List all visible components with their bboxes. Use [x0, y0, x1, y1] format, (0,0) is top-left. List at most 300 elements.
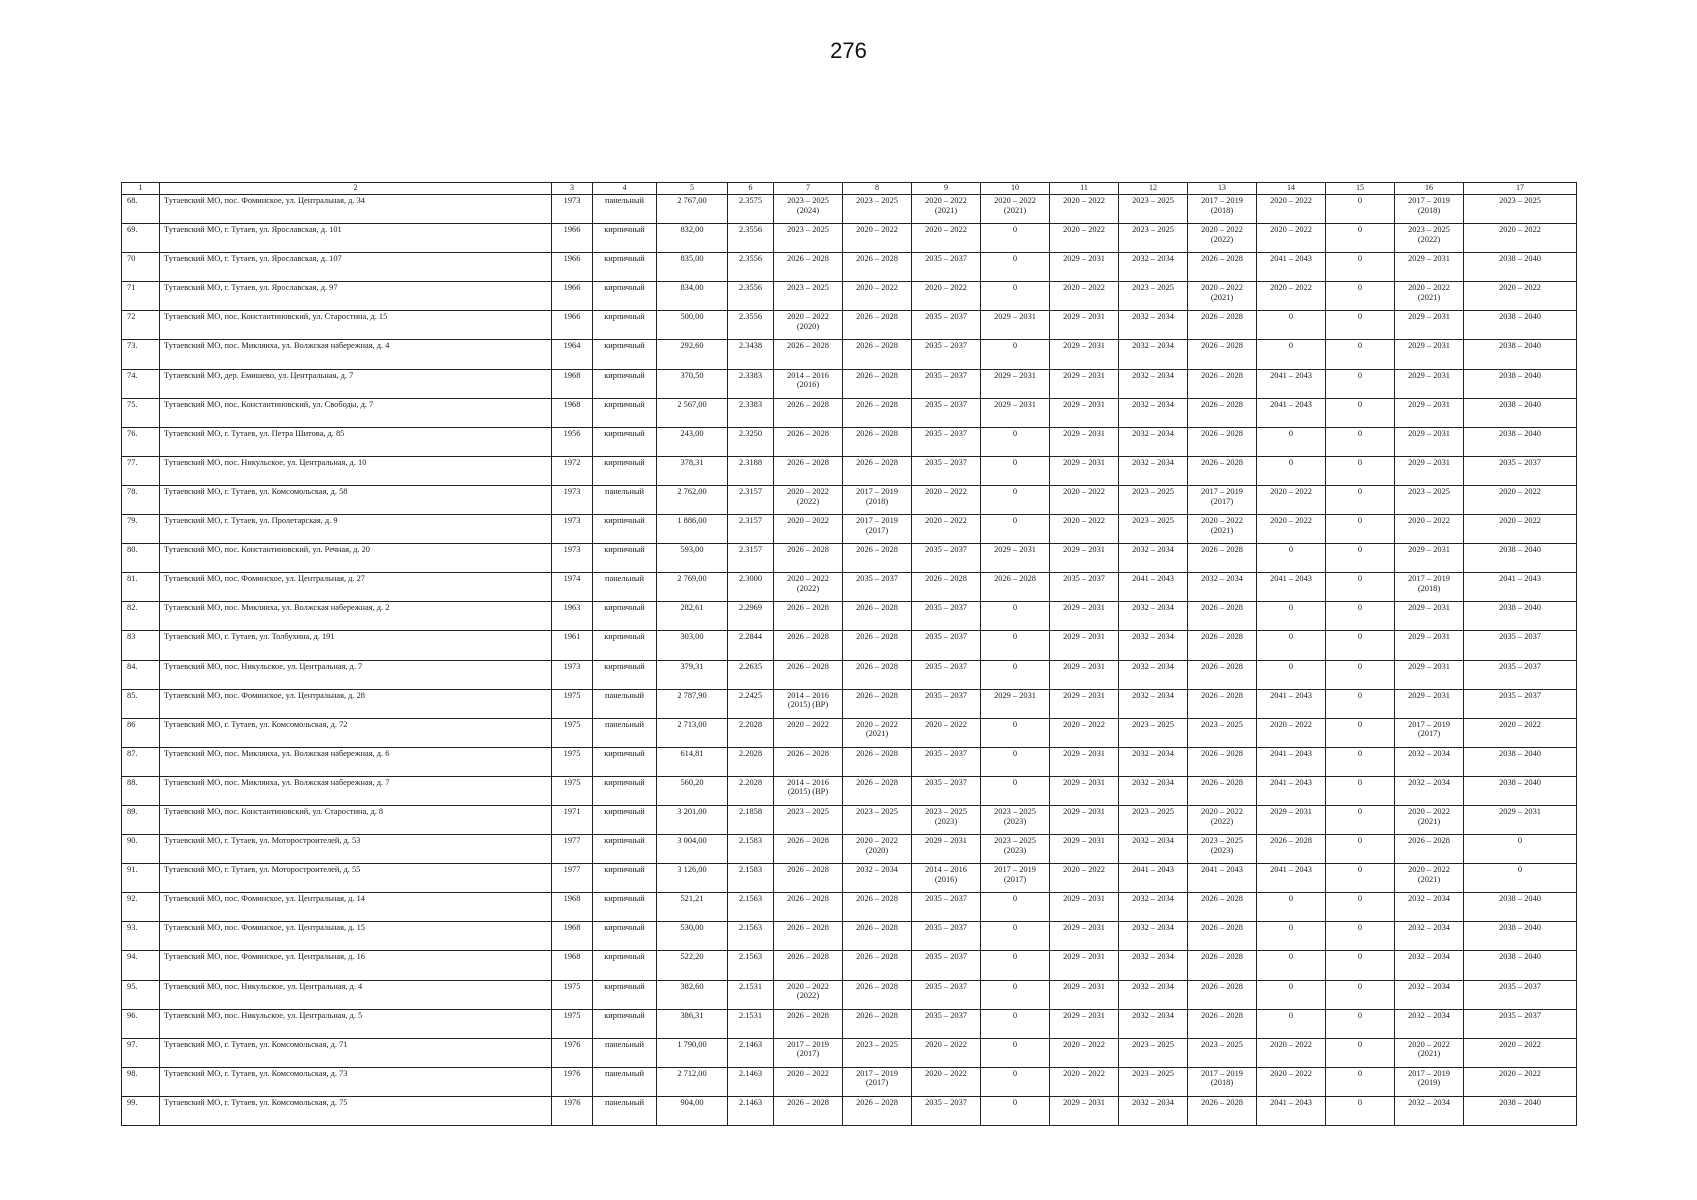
period-col-10-cell: 0 [981, 922, 1050, 951]
period-col-16-cell: 2032 – 2034 [1395, 1096, 1464, 1125]
period-col-16-cell: 2029 – 2031 [1395, 427, 1464, 456]
period-col-8-cell: 2026 – 2028 [843, 340, 912, 369]
priority-index-cell: 2.2425 [728, 689, 774, 718]
period-col-13-cell: 2026 – 2028 [1188, 311, 1257, 340]
period-col-7-cell: 2023 – 2025 (2024) [774, 195, 843, 224]
period-col-8-cell: 2023 – 2025 [843, 195, 912, 224]
period-col-8-cell: 2026 – 2028 [843, 631, 912, 660]
area-cell: 378,31 [657, 456, 728, 485]
row-number-cell: 92. [122, 893, 160, 922]
period-col-15-cell: 0 [1326, 776, 1395, 805]
build-year-cell: 1968 [552, 951, 593, 980]
period-col-7-cell: 2023 – 2025 [774, 805, 843, 834]
period-col-8-cell: 2026 – 2028 [843, 311, 912, 340]
period-col-10-cell: 0 [981, 893, 1050, 922]
priority-index-cell: 2.3000 [728, 573, 774, 602]
period-col-15-cell: 0 [1326, 980, 1395, 1009]
wall-material-cell: кирпичный [593, 951, 657, 980]
period-col-7-cell: 2026 – 2028 [774, 922, 843, 951]
period-col-12-cell: 2032 – 2034 [1119, 660, 1188, 689]
period-col-17-cell: 2038 – 2040 [1464, 776, 1577, 805]
address-cell: Тутаевский МО, пос. Константиновский, ул. Свободы, д. 7 [160, 398, 552, 427]
period-col-10-cell: 0 [981, 224, 1050, 253]
period-col-15-cell: 0 [1326, 805, 1395, 834]
address-cell: Тутаевский МО, г. Тутаев, ул. Пролетарская, д. 9 [160, 515, 552, 544]
period-col-10-cell: 0 [981, 1096, 1050, 1125]
period-col-10-cell: 2029 – 2031 [981, 311, 1050, 340]
build-year-cell: 1966 [552, 311, 593, 340]
table-row [122, 1009, 1577, 1038]
period-col-11-cell: 2020 – 2022 [1050, 718, 1119, 747]
period-col-12-cell: 2023 – 2025 [1119, 805, 1188, 834]
column-number-cell: 7 [774, 183, 843, 195]
wall-material-cell: панельный [593, 1067, 657, 1096]
period-col-16-cell: 2032 – 2034 [1395, 893, 1464, 922]
period-col-9-cell: 2020 – 2022 [912, 515, 981, 544]
period-col-15-cell: 0 [1326, 1038, 1395, 1067]
period-col-10-cell: 2017 – 2019 (2017) [981, 864, 1050, 893]
table-row [122, 282, 1577, 311]
period-col-15-cell: 0 [1326, 195, 1395, 224]
wall-material-cell: кирпичный [593, 340, 657, 369]
table-row [122, 485, 1577, 514]
period-col-10-cell: 2023 – 2025 (2023) [981, 805, 1050, 834]
period-col-7-cell: 2023 – 2025 [774, 224, 843, 253]
priority-index-cell: 2.2028 [728, 776, 774, 805]
row-number-cell: 85. [122, 689, 160, 718]
period-col-9-cell: 2035 – 2037 [912, 427, 981, 456]
address-cell: Тутаевский МО, г. Тутаев, ул. Моторостроителей, д. 53 [160, 835, 552, 864]
period-col-9-cell: 2035 – 2037 [912, 660, 981, 689]
period-col-12-cell: 2023 – 2025 [1119, 515, 1188, 544]
period-col-14-cell: 0 [1257, 602, 1326, 631]
period-col-14-cell: 0 [1257, 1009, 1326, 1038]
row-number-cell: 91. [122, 864, 160, 893]
wall-material-cell: панельный [593, 573, 657, 602]
period-col-14-cell: 0 [1257, 980, 1326, 1009]
period-col-13-cell: 2026 – 2028 [1188, 602, 1257, 631]
column-number-cell: 17 [1464, 183, 1577, 195]
period-col-9-cell: 2035 – 2037 [912, 980, 981, 1009]
period-col-12-cell: 2032 – 2034 [1119, 922, 1188, 951]
period-col-11-cell: 2029 – 2031 [1050, 253, 1119, 282]
period-col-13-cell: 2023 – 2025 [1188, 1038, 1257, 1067]
period-col-16-cell: 2029 – 2031 [1395, 544, 1464, 573]
row-number-cell: 78. [122, 485, 160, 514]
period-col-14-cell: 2041 – 2043 [1257, 253, 1326, 282]
period-col-13-cell: 2026 – 2028 [1188, 1009, 1257, 1038]
column-number-cell: 12 [1119, 183, 1188, 195]
area-cell: 835,00 [657, 253, 728, 282]
period-col-15-cell: 0 [1326, 747, 1395, 776]
table-row [122, 951, 1577, 980]
area-cell: 521,21 [657, 893, 728, 922]
period-col-11-cell: 2020 – 2022 [1050, 1038, 1119, 1067]
row-number-cell: 89. [122, 805, 160, 834]
period-col-9-cell: 2020 – 2022 [912, 485, 981, 514]
period-col-13-cell: 2026 – 2028 [1188, 776, 1257, 805]
column-number-cell: 15 [1326, 183, 1395, 195]
period-col-14-cell: 2041 – 2043 [1257, 776, 1326, 805]
period-col-13-cell: 2026 – 2028 [1188, 1096, 1257, 1125]
area-cell: 560,20 [657, 776, 728, 805]
period-col-12-cell: 2041 – 2043 [1119, 573, 1188, 602]
column-number-cell: 16 [1395, 183, 1464, 195]
address-cell: Тутаевский МО, г. Тутаев, ул. Ярославская, д. 101 [160, 224, 552, 253]
table-row [122, 253, 1577, 282]
period-col-15-cell: 0 [1326, 631, 1395, 660]
period-col-12-cell: 2023 – 2025 [1119, 224, 1188, 253]
period-col-17-cell: 2029 – 2031 [1464, 805, 1577, 834]
period-col-12-cell: 2032 – 2034 [1119, 427, 1188, 456]
period-col-11-cell: 2029 – 2031 [1050, 340, 1119, 369]
build-year-cell: 1968 [552, 922, 593, 951]
area-cell: 379,31 [657, 660, 728, 689]
period-col-13-cell: 2020 – 2022 (2022) [1188, 224, 1257, 253]
period-col-11-cell: 2029 – 2031 [1050, 980, 1119, 1009]
column-number-cell: 1 [122, 183, 160, 195]
period-col-7-cell: 2026 – 2028 [774, 660, 843, 689]
table-row [122, 922, 1577, 951]
period-col-15-cell: 0 [1326, 893, 1395, 922]
period-col-17-cell: 2038 – 2040 [1464, 369, 1577, 398]
period-col-11-cell: 2029 – 2031 [1050, 922, 1119, 951]
period-col-11-cell: 2020 – 2022 [1050, 864, 1119, 893]
housing-register-table [121, 182, 1577, 1126]
period-col-13-cell: 2026 – 2028 [1188, 951, 1257, 980]
period-col-17-cell: 2041 – 2043 [1464, 573, 1577, 602]
period-col-10-cell: 0 [981, 253, 1050, 282]
period-col-16-cell: 2029 – 2031 [1395, 456, 1464, 485]
period-col-13-cell: 2026 – 2028 [1188, 427, 1257, 456]
address-cell: Тутаевский МО, г. Тутаев, ул. Толбухина, д. 191 [160, 631, 552, 660]
wall-material-cell: кирпичный [593, 922, 657, 951]
period-col-13-cell: 2026 – 2028 [1188, 398, 1257, 427]
period-col-10-cell: 0 [981, 427, 1050, 456]
period-col-11-cell: 2029 – 2031 [1050, 602, 1119, 631]
period-col-7-cell: 2014 – 2016 (2015) (ВР) [774, 689, 843, 718]
period-col-9-cell: 2035 – 2037 [912, 1009, 981, 1038]
address-cell: Тутаевский МО, г. Тутаев, ул. Петра Шитова, д. 85 [160, 427, 552, 456]
build-year-cell: 1975 [552, 718, 593, 747]
period-col-15-cell: 0 [1326, 1096, 1395, 1125]
priority-index-cell: 2.1563 [728, 951, 774, 980]
period-col-12-cell: 2032 – 2034 [1119, 253, 1188, 282]
build-year-cell: 1977 [552, 864, 593, 893]
period-col-17-cell: 2038 – 2040 [1464, 922, 1577, 951]
column-number-cell: 8 [843, 183, 912, 195]
period-col-8-cell: 2026 – 2028 [843, 980, 912, 1009]
column-number-cell: 14 [1257, 183, 1326, 195]
address-cell: Тутаевский МО, дер. Емишево, ул. Центральная, д. 7 [160, 369, 552, 398]
column-number-cell: 11 [1050, 183, 1119, 195]
table-row [122, 631, 1577, 660]
build-year-cell: 1971 [552, 805, 593, 834]
period-col-11-cell: 2029 – 2031 [1050, 1096, 1119, 1125]
build-year-cell: 1975 [552, 689, 593, 718]
period-col-16-cell: 2020 – 2022 [1395, 515, 1464, 544]
period-col-17-cell: 2038 – 2040 [1464, 1096, 1577, 1125]
period-col-13-cell: 2026 – 2028 [1188, 544, 1257, 573]
row-number-cell: 95. [122, 980, 160, 1009]
period-col-11-cell: 2020 – 2022 [1050, 1067, 1119, 1096]
address-cell: Тутаевский МО, пос. Никульское, ул. Центральная, д. 5 [160, 1009, 552, 1038]
table-row [122, 864, 1577, 893]
period-col-9-cell: 2014 – 2016 (2016) [912, 864, 981, 893]
period-col-15-cell: 0 [1326, 253, 1395, 282]
period-col-16-cell: 2017 – 2019 (2018) [1395, 573, 1464, 602]
period-col-8-cell: 2026 – 2028 [843, 544, 912, 573]
address-cell: Тутаевский МО, пос. Константиновский, ул. Старостина, д. 15 [160, 311, 552, 340]
row-number-cell: 84. [122, 660, 160, 689]
row-number-cell: 81. [122, 573, 160, 602]
area-cell: 282,61 [657, 602, 728, 631]
address-cell: Тутаевский МО, г. Тутаев, ул. Моторостроителей, д. 55 [160, 864, 552, 893]
period-col-12-cell: 2032 – 2034 [1119, 835, 1188, 864]
period-col-17-cell: 2020 – 2022 [1464, 485, 1577, 514]
period-col-14-cell: 2020 – 2022 [1257, 282, 1326, 311]
build-year-cell: 1966 [552, 253, 593, 282]
period-col-13-cell: 2017 – 2019 (2018) [1188, 195, 1257, 224]
row-number-cell: 75. [122, 398, 160, 427]
table-row [122, 835, 1577, 864]
area-cell: 2 767,00 [657, 195, 728, 224]
table-row [122, 515, 1577, 544]
period-col-14-cell: 0 [1257, 893, 1326, 922]
column-number-cell: 13 [1188, 183, 1257, 195]
period-col-12-cell: 2032 – 2034 [1119, 369, 1188, 398]
area-cell: 386,31 [657, 1009, 728, 1038]
priority-index-cell: 2.3157 [728, 485, 774, 514]
wall-material-cell: панельный [593, 485, 657, 514]
period-col-12-cell: 2041 – 2043 [1119, 864, 1188, 893]
period-col-13-cell: 2026 – 2028 [1188, 631, 1257, 660]
period-col-15-cell: 0 [1326, 485, 1395, 514]
build-year-cell: 1966 [552, 282, 593, 311]
priority-index-cell: 2.1463 [728, 1038, 774, 1067]
wall-material-cell: панельный [593, 1096, 657, 1125]
wall-material-cell: кирпичный [593, 253, 657, 282]
table-row [122, 195, 1577, 224]
period-col-17-cell: 2020 – 2022 [1464, 224, 1577, 253]
area-cell: 2 769,00 [657, 573, 728, 602]
period-col-13-cell: 2026 – 2028 [1188, 893, 1257, 922]
period-col-8-cell: 2026 – 2028 [843, 253, 912, 282]
area-cell: 834,00 [657, 282, 728, 311]
column-number-cell: 5 [657, 183, 728, 195]
period-col-16-cell: 2032 – 2034 [1395, 747, 1464, 776]
address-cell: Тутаевский МО, пос. Микляиха, ул. Волжская набережная, д. 2 [160, 602, 552, 631]
period-col-17-cell: 2020 – 2022 [1464, 1038, 1577, 1067]
address-cell: Тутаевский МО, г. Тутаев, ул. Комсомольская, д. 58 [160, 485, 552, 514]
period-col-8-cell: 2026 – 2028 [843, 747, 912, 776]
period-col-16-cell: 2017 – 2019 (2019) [1395, 1067, 1464, 1096]
row-number-cell: 76. [122, 427, 160, 456]
period-col-10-cell: 2029 – 2031 [981, 398, 1050, 427]
period-col-14-cell: 2041 – 2043 [1257, 573, 1326, 602]
period-col-17-cell: 2038 – 2040 [1464, 951, 1577, 980]
period-col-11-cell: 2029 – 2031 [1050, 631, 1119, 660]
row-number-cell: 74. [122, 369, 160, 398]
period-col-11-cell: 2029 – 2031 [1050, 544, 1119, 573]
build-year-cell: 1976 [552, 1096, 593, 1125]
row-number-cell: 93. [122, 922, 160, 951]
period-col-14-cell: 0 [1257, 631, 1326, 660]
column-number-cell: 3 [552, 183, 593, 195]
priority-index-cell: 2.1583 [728, 864, 774, 893]
address-cell: Тутаевский МО, пос. Фоминское, ул. Центральная, д. 28 [160, 689, 552, 718]
period-col-13-cell: 2023 – 2025 (2023) [1188, 835, 1257, 864]
row-number-cell: 69. [122, 224, 160, 253]
address-cell: Тутаевский МО, пос. Фоминское, ул. Центральная, д. 16 [160, 951, 552, 980]
period-col-8-cell: 2026 – 2028 [843, 951, 912, 980]
period-col-15-cell: 0 [1326, 718, 1395, 747]
period-col-10-cell: 0 [981, 485, 1050, 514]
period-col-8-cell: 2026 – 2028 [843, 602, 912, 631]
period-col-7-cell: 2014 – 2016 (2015) (ВР) [774, 776, 843, 805]
row-number-cell: 86 [122, 718, 160, 747]
period-col-16-cell: 2020 – 2022 (2021) [1395, 1038, 1464, 1067]
period-col-17-cell: 2020 – 2022 [1464, 718, 1577, 747]
period-col-16-cell: 2032 – 2034 [1395, 951, 1464, 980]
period-col-15-cell: 0 [1326, 660, 1395, 689]
table-row [122, 776, 1577, 805]
priority-index-cell: 2.3250 [728, 427, 774, 456]
address-cell: Тутаевский МО, пос. Микляиха, ул. Волжская набережная, д. 7 [160, 776, 552, 805]
period-col-12-cell: 2032 – 2034 [1119, 893, 1188, 922]
period-col-12-cell: 2023 – 2025 [1119, 718, 1188, 747]
period-col-9-cell: 2035 – 2037 [912, 253, 981, 282]
period-col-13-cell: 2023 – 2025 [1188, 718, 1257, 747]
build-year-cell: 1975 [552, 776, 593, 805]
period-col-8-cell: 2026 – 2028 [843, 427, 912, 456]
row-number-cell: 97. [122, 1038, 160, 1067]
table-row [122, 980, 1577, 1009]
period-col-11-cell: 2020 – 2022 [1050, 195, 1119, 224]
period-col-8-cell: 2026 – 2028 [843, 1009, 912, 1038]
area-cell: 500,00 [657, 311, 728, 340]
row-number-cell: 77. [122, 456, 160, 485]
period-col-8-cell: 2026 – 2028 [843, 369, 912, 398]
period-col-16-cell: 2023 – 2025 [1395, 485, 1464, 514]
period-col-14-cell: 2041 – 2043 [1257, 689, 1326, 718]
period-col-12-cell: 2032 – 2034 [1119, 776, 1188, 805]
build-year-cell: 1968 [552, 398, 593, 427]
period-col-7-cell: 2020 – 2022 [774, 515, 843, 544]
period-col-10-cell: 0 [981, 747, 1050, 776]
period-col-7-cell: 2026 – 2028 [774, 747, 843, 776]
priority-index-cell: 2.1531 [728, 1009, 774, 1038]
period-col-15-cell: 0 [1326, 835, 1395, 864]
period-col-13-cell: 2026 – 2028 [1188, 253, 1257, 282]
period-col-16-cell: 2029 – 2031 [1395, 340, 1464, 369]
area-cell: 1 790,00 [657, 1038, 728, 1067]
build-year-cell: 1973 [552, 515, 593, 544]
period-col-15-cell: 0 [1326, 573, 1395, 602]
period-col-17-cell: 2038 – 2040 [1464, 747, 1577, 776]
period-col-11-cell: 2029 – 2031 [1050, 747, 1119, 776]
period-col-17-cell: 2020 – 2022 [1464, 515, 1577, 544]
column-number-cell: 10 [981, 183, 1050, 195]
period-col-15-cell: 0 [1326, 544, 1395, 573]
area-cell: 243,00 [657, 427, 728, 456]
table-row [122, 1067, 1577, 1096]
period-col-8-cell: 2020 – 2022 (2020) [843, 835, 912, 864]
period-col-15-cell: 0 [1326, 456, 1395, 485]
period-col-11-cell: 2029 – 2031 [1050, 398, 1119, 427]
row-number-cell: 82. [122, 602, 160, 631]
period-col-14-cell: 2041 – 2043 [1257, 1096, 1326, 1125]
period-col-12-cell: 2032 – 2034 [1119, 602, 1188, 631]
period-col-7-cell: 2026 – 2028 [774, 602, 843, 631]
period-col-15-cell: 0 [1326, 689, 1395, 718]
period-col-11-cell: 2029 – 2031 [1050, 456, 1119, 485]
build-year-cell: 1963 [552, 602, 593, 631]
wall-material-cell: панельный [593, 689, 657, 718]
period-col-17-cell: 2038 – 2040 [1464, 544, 1577, 573]
period-col-9-cell: 2035 – 2037 [912, 893, 981, 922]
period-col-8-cell: 2026 – 2028 [843, 456, 912, 485]
period-col-15-cell: 0 [1326, 1009, 1395, 1038]
priority-index-cell: 2.1858 [728, 805, 774, 834]
table-row [122, 805, 1577, 834]
priority-index-cell: 2.3556 [728, 253, 774, 282]
period-col-14-cell: 2020 – 2022 [1257, 718, 1326, 747]
period-col-12-cell: 2032 – 2034 [1119, 544, 1188, 573]
period-col-13-cell: 2026 – 2028 [1188, 456, 1257, 485]
priority-index-cell: 2.3556 [728, 224, 774, 253]
period-col-14-cell: 2020 – 2022 [1257, 485, 1326, 514]
address-cell: Тутаевский МО, пос. Константиновский, ул. Старостина, д. 8 [160, 805, 552, 834]
period-col-8-cell: 2026 – 2028 [843, 398, 912, 427]
row-number-cell: 96. [122, 1009, 160, 1038]
period-col-13-cell: 2026 – 2028 [1188, 689, 1257, 718]
period-col-17-cell: 0 [1464, 864, 1577, 893]
table-row [122, 369, 1577, 398]
period-col-10-cell: 2026 – 2028 [981, 573, 1050, 602]
period-col-17-cell: 2035 – 2037 [1464, 631, 1577, 660]
period-col-7-cell: 2026 – 2028 [774, 893, 843, 922]
period-col-14-cell: 0 [1257, 544, 1326, 573]
period-col-10-cell: 2020 – 2022 (2021) [981, 195, 1050, 224]
address-cell: Тутаевский МО, г. Тутаев, ул. Комсомольская, д. 73 [160, 1067, 552, 1096]
row-number-cell: 88. [122, 776, 160, 805]
address-cell: Тутаевский МО, пос. Константиновский, ул. Речная, д. 20 [160, 544, 552, 573]
table-row [122, 456, 1577, 485]
priority-index-cell: 2.2028 [728, 747, 774, 776]
period-col-15-cell: 0 [1326, 864, 1395, 893]
period-col-11-cell: 2029 – 2031 [1050, 660, 1119, 689]
period-col-9-cell: 2035 – 2037 [912, 311, 981, 340]
table-row [122, 573, 1577, 602]
priority-index-cell: 2.2028 [728, 718, 774, 747]
table-row [122, 602, 1577, 631]
period-col-9-cell: 2035 – 2037 [912, 340, 981, 369]
wall-material-cell: кирпичный [593, 602, 657, 631]
period-col-13-cell: 2041 – 2043 [1188, 864, 1257, 893]
period-col-14-cell: 0 [1257, 311, 1326, 340]
table-row [122, 398, 1577, 427]
period-col-7-cell: 2026 – 2028 [774, 456, 843, 485]
priority-index-cell: 2.1563 [728, 893, 774, 922]
wall-material-cell: кирпичный [593, 398, 657, 427]
period-col-10-cell: 0 [981, 718, 1050, 747]
period-col-14-cell: 0 [1257, 456, 1326, 485]
period-col-7-cell: 2020 – 2022 [774, 718, 843, 747]
build-year-cell: 1966 [552, 224, 593, 253]
table-row [122, 689, 1577, 718]
period-col-12-cell: 2032 – 2034 [1119, 1009, 1188, 1038]
